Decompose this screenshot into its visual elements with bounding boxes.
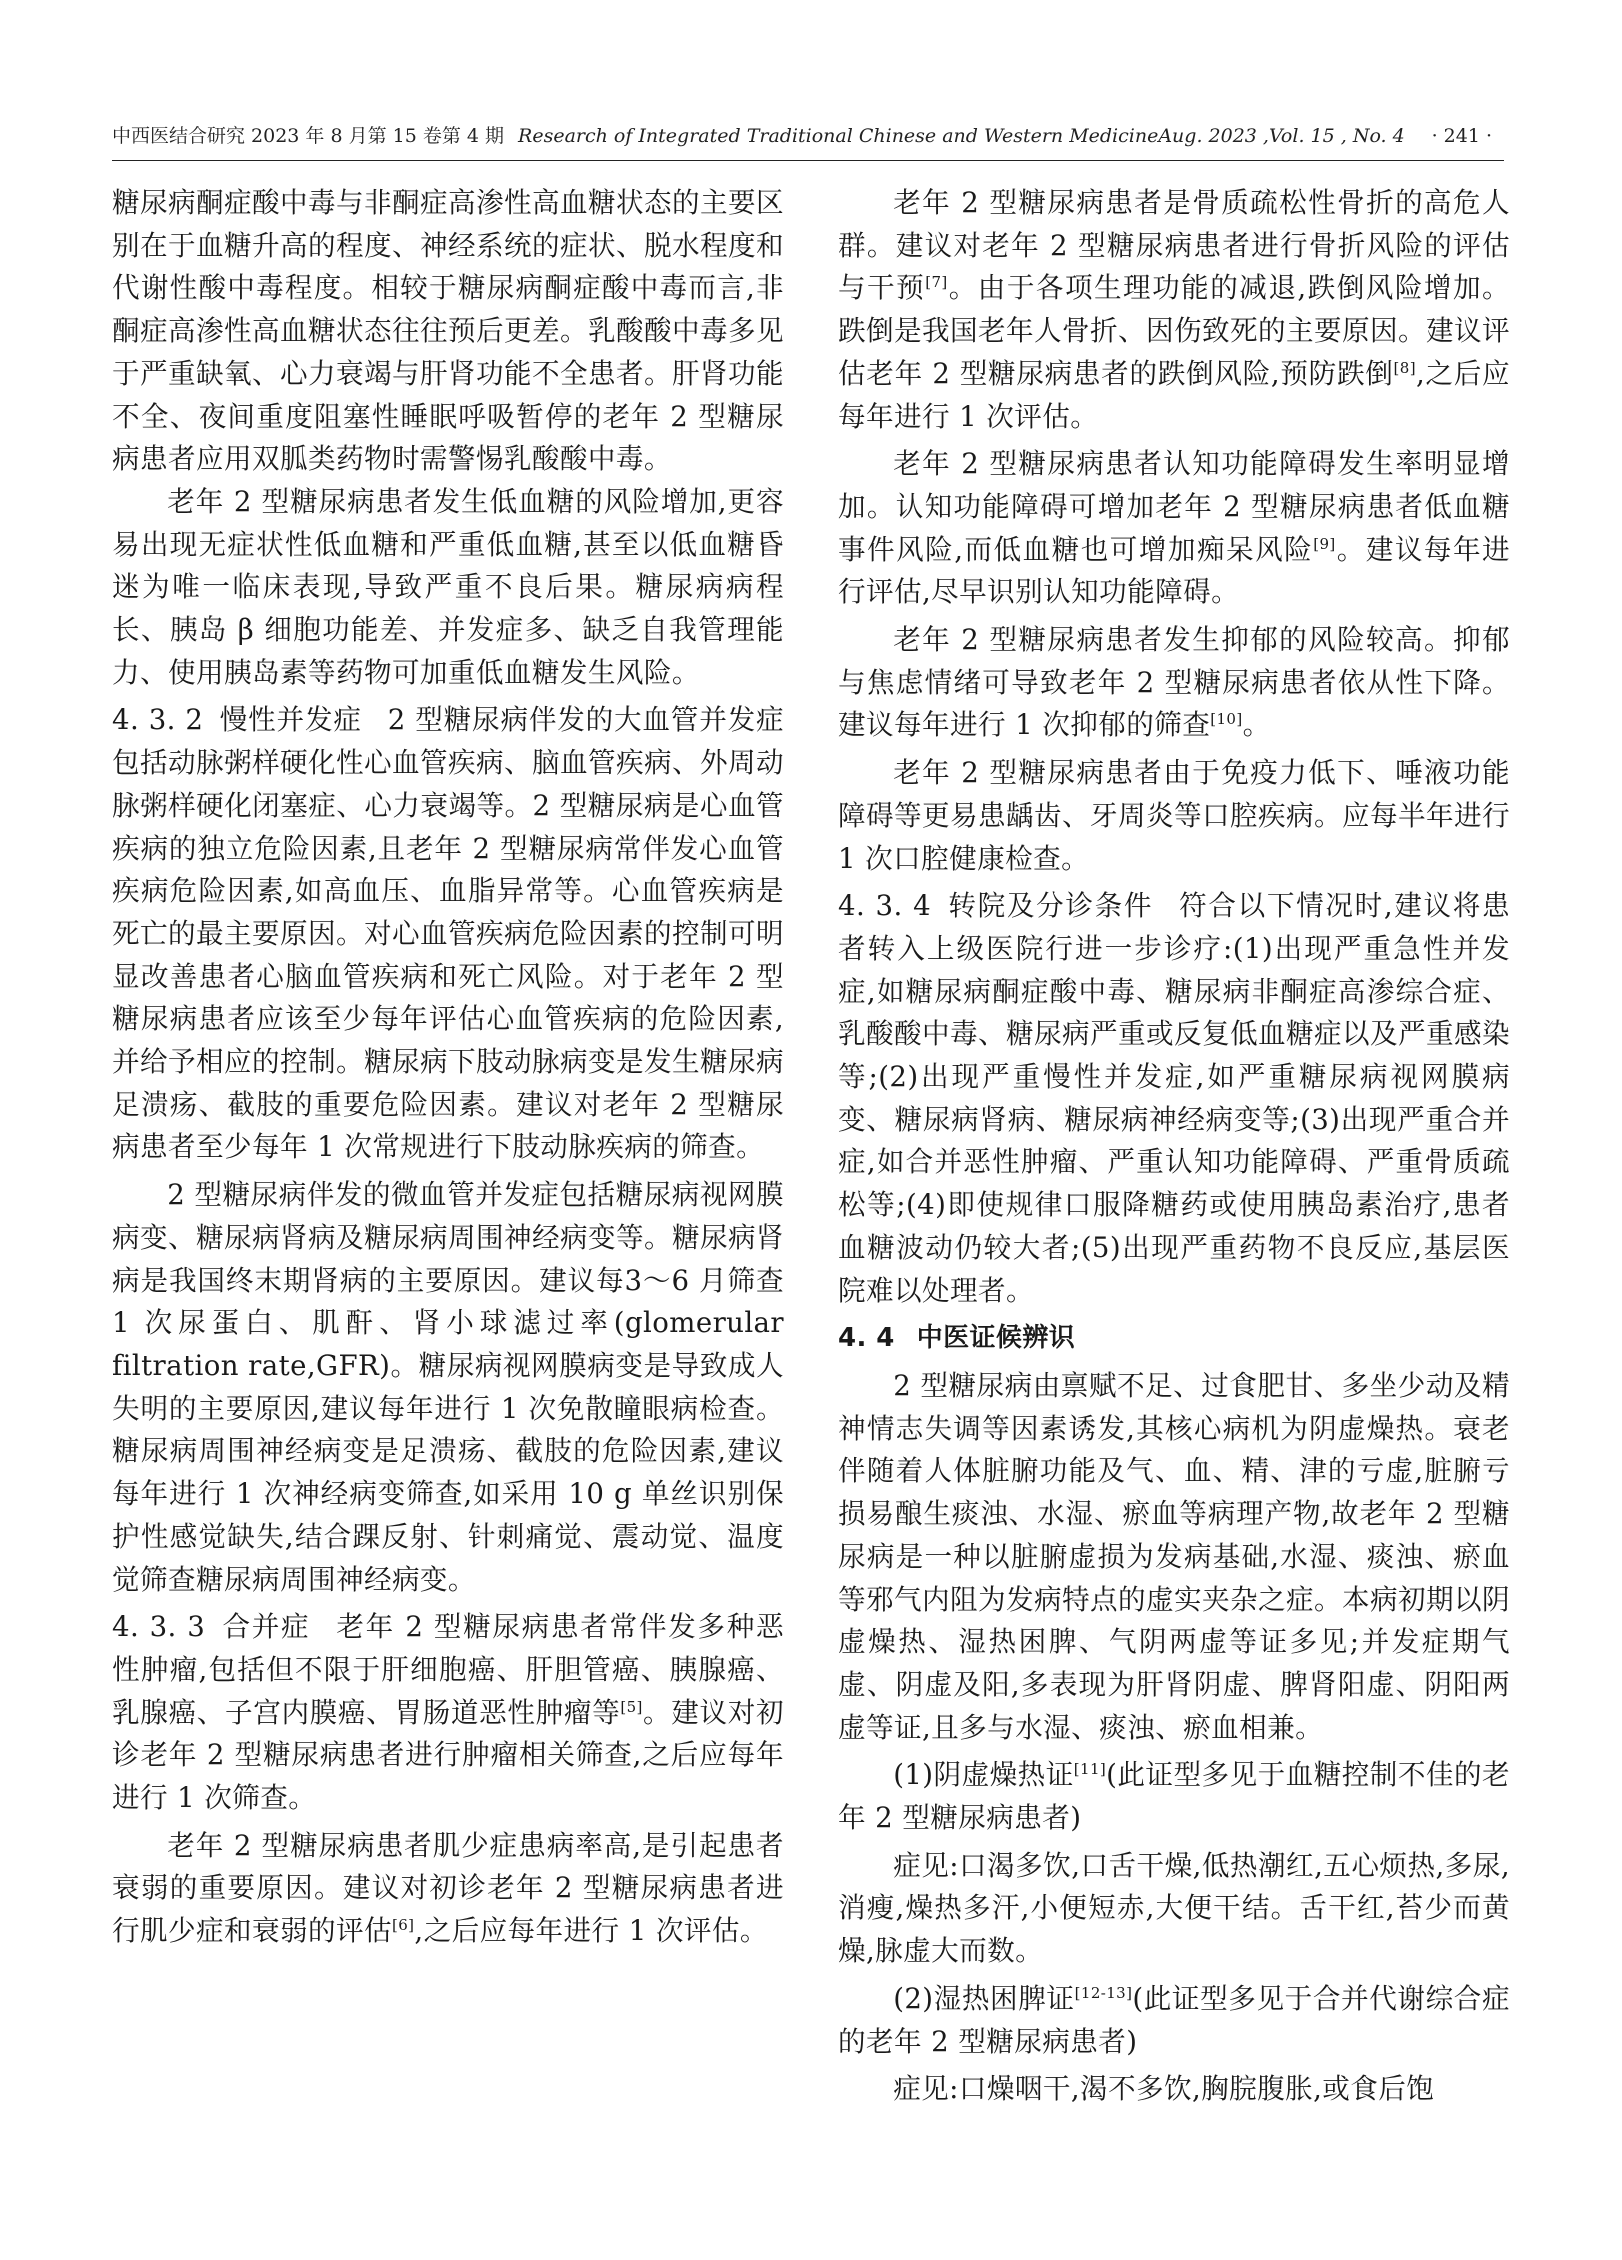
section-number: 4. 4	[838, 1323, 895, 1354]
citation-ref: [6]	[391, 1915, 415, 1934]
paragraph-text: ,之后应每年进行 1 次评估。	[838, 356, 1511, 433]
page-number: · 241 ·	[1431, 125, 1492, 147]
citation-ref: [7]	[925, 273, 948, 292]
paragraph-text: (此证型多见于合并代谢综合症的老年 2 型糖尿病患者)	[838, 1981, 1510, 2058]
paragraph: 老年 2 型糖尿病患者由于免疫力低下、唾液功能障碍等更易患龋齿、牙周炎等口腔疾病。应每半年进行 1 次口腔健康检查。	[838, 756, 1510, 875]
citation-ref: [9]	[1313, 534, 1336, 553]
syndrome-name: (1)阴虚燥热证	[893, 1758, 1074, 1792]
section-title: 合并症	[221, 1610, 311, 1644]
paragraph-text: ,之后应每年进行 1 次评估。	[414, 1914, 768, 1948]
header-rule	[112, 160, 1504, 161]
paragraph: 症见:口渴多饮,口舌干燥,低热潮红,五心烦热,多尿,消瘦,燥热多汗,小便短赤,大便干结。舌干红,苔少而黄燥,脉虚大而数。	[838, 1848, 1510, 1968]
journal-title-en: Research of Integrated Traditional Chinese and Western MedicineAug. 2023 ,Vol. 15 , No. 4	[518, 125, 1405, 147]
citation-ref: [11]	[1073, 1760, 1107, 1779]
citation-ref: [12-13]	[1074, 1983, 1133, 2002]
section-text: 2 型糖尿病伴发的大血管并发症包括动脉粥样硬化性心血管疾病、脑血管疾病、外周动脉粥样硬化闭塞症、心力衰竭等。2 型糖尿病是心血管疾病的独立危险因素,且老年 2 型糖尿病常伴发心血管疾病危险因素,如高血压、血脂异常等。心血管疾病是死亡的最主要原因。对心血管疾病危险因素的控制可明显改善患者心脑血管疾病和死亡风险。对于老年 2 型糖尿病患者应该至少每年评估心血管疾病的危险因素,并给予相应的控制。糖尿病下肢动脉病变是发生糖尿病足溃疡、截肢的重要危险因素。建议对老年 2 型糖尿病患者至少每年 1 次常规进行下肢动脉疾病的筛查。	[112, 703, 784, 1164]
paragraph	[838, 1978, 1510, 2063]
paragraph-text: 老年 2 型糖尿病患者认知功能障碍发生率明显增加。认知功能障碍可增加老年 2 型糖尿病患者低血糖事件风险,而低血糖也可增加痴呆风险	[838, 447, 1510, 566]
section-title: 转院及分诊条件	[947, 889, 1154, 923]
paragraph	[838, 443, 1510, 614]
section-number: 4. 3. 3	[112, 1610, 206, 1644]
section-heading-4-4	[838, 1317, 1510, 1360]
paragraph-text: 老年 2 型糖尿病患者是骨质疏松性骨折的高危人群。建议对老年 2 型糖尿病患者进行骨折风险的评估与干预	[838, 186, 1510, 305]
paragraph	[838, 619, 1510, 747]
section-4-3-2	[112, 699, 784, 1169]
paragraph: 症见:口燥咽干,渴不多饮,胸脘腹胀,或食后饱	[893, 2072, 1435, 2106]
paragraph-text: 。建议每年进行评估,尽早识别认知功能障碍。	[838, 532, 1510, 609]
journal-title-cn: 中西医结合研究 2023 年 8 月第 15 卷第 4 期	[112, 125, 505, 147]
section-title: 中医证候辨识	[916, 1323, 1076, 1354]
section-text: 老年 2 型糖尿病患者常伴发多种恶性肿瘤,包括但不限于肝细胞癌、肝胆管癌、胰腺癌、乳腺癌、子宫内膜癌、胃肠道恶性肿瘤等	[112, 1610, 784, 1729]
citation-ref: [5]	[620, 1697, 643, 1716]
section-text: 符合以下情况时,建议将患者转入上级医院行进一步诊疗:(1)出现严重急性并发症,如糖尿病酮症酸中毒、糖尿病非酮症高渗综合症、乳酸酸中毒、糖尿病严重或反复低血糖症以及严重感染等;(2)出现严重慢性并发症,如严重糖尿病视网膜病变、糖尿病肾病、糖尿病神经病变等;(3)出现严重合并症,如合并恶性肿瘤、严重认知功能障碍、严重骨质疏松等;(4)即使规律口服降糖药或使用胰岛素治疗,患者血糖波动仍较大者;(5)出现严重药物不良反应,基层医院难以处理者。	[838, 889, 1510, 1307]
journal-citation	[112, 120, 1405, 152]
paragraph-text: 。	[1242, 708, 1271, 742]
citation-ref: [10]	[1210, 710, 1243, 729]
section-4-3-3	[112, 1606, 784, 1820]
section-number: 4. 3. 4	[838, 889, 932, 923]
syndrome-name: (2)湿热困脾证	[893, 1981, 1075, 2015]
paragraph	[838, 182, 1510, 438]
paragraph-text: (此证型多见于血糖控制不佳的老年 2 型糖尿病患者)	[838, 1758, 1510, 1835]
paragraph: 2 型糖尿病由禀赋不足、过食肥甘、多坐少动及精神情志失调等因素诱发,其核心病机为阴虚燥热。衰老伴随着人体脏腑功能及气、血、精、津的亏虚,脏腑亏损易酿生痰浊、水湿、瘀血等病理产物,故老年 2 型糖尿病是一种以脏腑虚损为发病基础,水湿、痰浊、瘀血等邪气内阻为发病特点的虚实夹杂之症。本病初期以阴虚燥热、湿热困脾、气阴两虚等证多见;并发症期气虚、阴虚及阳,多表现为肝肾阴虚、脾肾阳虚、阴阳两虚等证,且多与水湿、痰浊、瘀血相兼。	[838, 1368, 1510, 1744]
section-title: 慢性并发症	[219, 703, 362, 737]
citation-ref: [8]	[1393, 358, 1416, 377]
section-number: 4. 3. 2	[112, 703, 204, 737]
paragraph: 2 型糖尿病伴发的微血管并发症包括糖尿病视网膜病变、糖尿病肾病及糖尿病周围神经病变等。糖尿病肾病是我国终末期肾病的主要原因。建议每3～6 月筛查 1 次尿蛋白、肌酐、肾小球滤过率(glomerular filtration rate,GFR)。糖尿病视网膜病变是导致成人失明的主要原因,建议每年进行 1 次免散瞳眼病检查。糖尿病周围神经病变是足溃疡、截肢的危险因素,建议每年进行 1 次神经病变筛查,如采用 10 g 单丝识别保护性感觉缺失,结合踝反射、针刺痛觉、震动觉、温度觉筛查糖尿病周围神经病变。	[112, 1178, 784, 1596]
right-column	[838, 182, 1510, 2116]
paragraph: 糖尿病酮症酸中毒与非酮症高渗性高血糖状态的主要区别在于血糖升高的程度、神经系统的症状、脱水程度和代谢性酸中毒程度。相较于糖尿病酮症酸中毒而言,非酮症高渗性高血糖状态往往预后更差。乳酸酸中毒多见于严重缺氧、心力衰竭与肝肾功能不全患者。肝肾功能不全、夜间重度阻塞性睡眠呼吸暂停的老年 2 型糖尿病患者应用双胍类药物时需警惕乳酸酸中毒。	[112, 186, 784, 476]
section-text: 。建议对初诊老年 2 型糖尿病患者进行肿瘤相关筛查,之后应每年进行 1 次筛查。	[112, 1695, 784, 1815]
section-4-3-4	[838, 885, 1510, 1312]
running-header	[112, 120, 1492, 152]
paragraph: 老年 2 型糖尿病患者发生低血糖的风险增加,更容易出现无症状性低血糖和严重低血糖,甚至以低血糖昏迷为唯一临床表现,导致严重不良后果。糖尿病病程长、胰岛 β 细胞功能差、并发症多、缺乏自我管理能力、使用胰岛素等药物可加重低血糖发生风险。	[112, 484, 784, 689]
paragraph-text: 老年 2 型糖尿病患者肌少症患病率高,是引起患者衰弱的重要原因。建议对初诊老年 2 型糖尿病患者进行肌少症和衰弱的评估	[112, 1828, 784, 1948]
paragraph	[112, 1825, 784, 1953]
paragraph-text: 。由于各项生理功能的减退,跌倒风险增加。跌倒是我国老年人骨折、因伤致死的主要原因。建议评估老年 2 型糖尿病患者的跌倒风险,预防跌倒	[838, 271, 1510, 390]
paragraph	[838, 1754, 1510, 1839]
paragraph-text: 老年 2 型糖尿病患者发生抑郁的风险较高。抑郁与焦虑情绪可导致老年 2 型糖尿病患者依从性下降。建议每年进行 1 次抑郁的筛查	[838, 623, 1510, 742]
left-column	[112, 182, 784, 1958]
